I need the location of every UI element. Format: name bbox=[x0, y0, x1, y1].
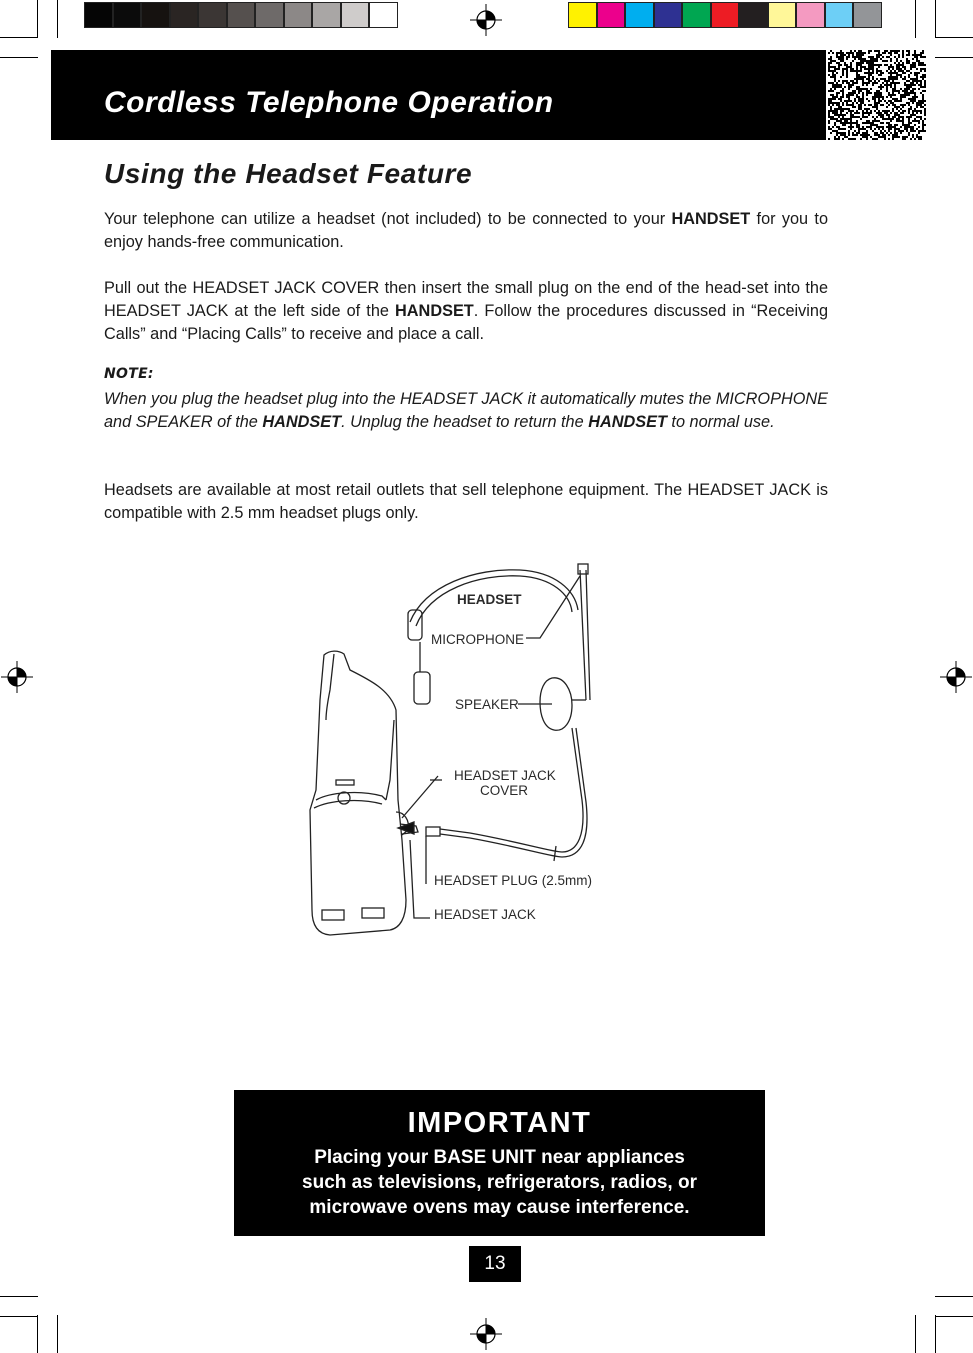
important-line-1: Placing your BASE UNIT near appliances bbox=[314, 1147, 685, 1168]
note-text: When you plug the headset plug into the HEADSET JACK it automatically mutes the MICROPHONE and SPEAKER of the HANDSET. Unplug the headset to return the HANDSET to normal use. bbox=[104, 390, 828, 431]
noise-pattern-icon bbox=[828, 50, 926, 140]
page-header-title: Cordless Telephone Operation bbox=[104, 86, 554, 119]
grayscale-color-bar bbox=[84, 2, 398, 28]
color-bar bbox=[568, 2, 882, 28]
important-line-3: microwave ovens may cause interference. bbox=[309, 1197, 690, 1218]
color-swatch bbox=[682, 2, 711, 28]
note-label: NOTE: bbox=[104, 366, 154, 382]
gray-swatch bbox=[84, 2, 113, 28]
label-headset: HEADSET bbox=[457, 592, 522, 607]
color-swatch bbox=[853, 2, 882, 28]
label-headset-jack: HEADSET JACK bbox=[434, 907, 536, 922]
color-swatch bbox=[568, 2, 597, 28]
gray-swatch bbox=[227, 2, 256, 28]
label-speaker: SPEAKER bbox=[455, 697, 519, 712]
paragraph-availability: Headsets are available at most retail outlets that sell telephone equipment. The HEADSET JACK is compatible with 2.5 mm headset plugs only. bbox=[104, 481, 828, 522]
gray-swatch bbox=[255, 2, 284, 28]
gray-swatch bbox=[198, 2, 227, 28]
registration-mark-right-icon bbox=[940, 661, 972, 693]
color-swatch bbox=[768, 2, 797, 28]
important-line-2: such as televisions, refrigerators, radios, or bbox=[302, 1172, 697, 1193]
registration-mark-left-icon bbox=[1, 661, 33, 693]
gray-swatch bbox=[341, 2, 370, 28]
label-headset-plug: HEADSET PLUG (2.5mm) bbox=[434, 873, 593, 888]
gray-swatch bbox=[369, 2, 398, 28]
gray-swatch bbox=[312, 2, 341, 28]
registration-mark-bottom-icon bbox=[470, 1318, 502, 1350]
registration-mark-top-icon bbox=[470, 4, 502, 36]
important-notice-box bbox=[234, 1090, 765, 1236]
paragraph-instructions: Pull out the HEADSET JACK COVER then insert the small plug on the end of the head-set into the HEADSET JACK at the left side of the HANDSET. Follow the procedures discussed in “Receiving Calls” and “Placing Calls” to receive and place a call. bbox=[104, 279, 828, 343]
paragraph-intro: Your telephone can utilize a headset (not included) to be connected to your HANDSET for you to enjoy hands-free communication. bbox=[104, 210, 828, 251]
color-swatch bbox=[654, 2, 683, 28]
gray-swatch bbox=[141, 2, 170, 28]
label-headset-jack-cover-line1: HEADSET JACK bbox=[454, 768, 556, 783]
headset-diagram bbox=[290, 550, 620, 950]
color-swatch bbox=[825, 2, 854, 28]
gray-swatch bbox=[284, 2, 313, 28]
color-swatch bbox=[739, 2, 768, 28]
color-swatch bbox=[625, 2, 654, 28]
label-microphone: MICROPHONE bbox=[431, 632, 525, 647]
color-swatch bbox=[796, 2, 825, 28]
color-swatch bbox=[711, 2, 740, 28]
section-title: Using the Headset Feature bbox=[104, 158, 473, 189]
gray-swatch bbox=[170, 2, 199, 28]
important-title: IMPORTANT bbox=[407, 1107, 592, 1139]
label-headset-jack-cover-line2: COVER bbox=[479, 783, 528, 798]
color-swatch bbox=[597, 2, 626, 28]
label-headset-jack-cover bbox=[454, 768, 554, 798]
page-number: 13 bbox=[469, 1246, 521, 1282]
handset-and-headset-illustration bbox=[290, 550, 620, 950]
gray-swatch bbox=[113, 2, 142, 28]
